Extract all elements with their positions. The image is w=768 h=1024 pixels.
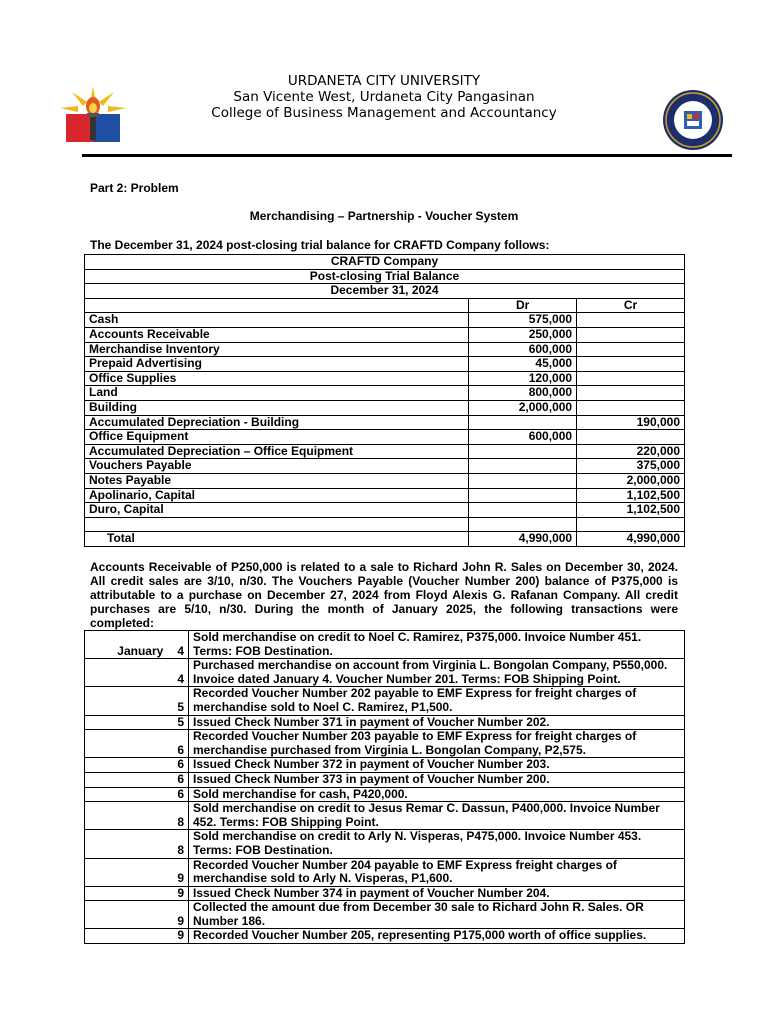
part-title: Part 2: Problem: [90, 181, 179, 195]
tb-cell-dr: [469, 415, 577, 430]
transaction-row: [85, 886, 685, 901]
tb-cell-cr: 220,000: [577, 444, 685, 459]
tb-cell-cr: [577, 357, 685, 372]
transaction-date: [85, 758, 189, 773]
tb-cell-account: Apolinario, Capital: [85, 488, 469, 503]
transaction-day: 5: [177, 699, 184, 714]
transaction-text: Recorded Voucher Number 204 payable to EMF Express freight charges of merchandise sold to Arly N. Visperas, P1,600.: [189, 858, 685, 886]
table-row: [85, 444, 685, 459]
transaction-text: Sold merchandise on credit to Arly N. Visperas, P475,000. Invoice Number 453. Terms: FOB Destination.: [189, 830, 685, 858]
intro-text: The December 31, 2024 post-closing trial balance for CRAFTD Company follows:: [90, 238, 550, 252]
transaction-month: January: [117, 643, 164, 658]
tb-cell-dr: 575,000: [469, 313, 577, 328]
transaction-row: [85, 659, 685, 687]
transaction-date: [85, 687, 189, 715]
tb-cell-cr: [577, 313, 685, 328]
tb-cell-dr: 2,000,000: [469, 400, 577, 415]
transaction-row: [85, 715, 685, 730]
tb-cell-cr: [577, 371, 685, 386]
tb-cell-dr: 600,000: [469, 430, 577, 445]
table-row: [85, 400, 685, 415]
table-row: [85, 488, 685, 503]
transaction-text: Sold merchandise for cash, P420,000.: [189, 787, 685, 802]
tb-cell-account: Accumulated Depreciation - Building: [85, 415, 469, 430]
transaction-text: Purchased merchandise on account from Virginia L. Bongolan Company, P550,000. Invoice dated January 4. Voucher Number 201. Terms: FOB Shipping Point.: [189, 659, 685, 687]
transaction-text: Collected the amount due from December 30 sale to Richard John R. Sales. OR Number 186.: [189, 901, 685, 929]
transaction-date: [85, 802, 189, 830]
tb-cell-account: Duro, Capital: [85, 503, 469, 518]
transaction-day: 8: [177, 814, 184, 829]
transaction-row: [85, 730, 685, 758]
tb-total-label: Total: [85, 532, 469, 547]
tb-header-dr: Dr: [469, 298, 577, 313]
transaction-row: [85, 901, 685, 929]
transaction-day: 6: [177, 742, 184, 757]
tb-cell-dr: [469, 459, 577, 474]
tb-cell-account: Merchandise Inventory: [85, 342, 469, 357]
transaction-day: 6: [177, 757, 184, 772]
tb-cell-account: Office Equipment: [85, 430, 469, 445]
table-row: [85, 313, 685, 328]
transaction-date: [85, 886, 189, 901]
table-row: [85, 503, 685, 518]
university-seal-torch-icon: [58, 84, 128, 146]
problem-subtitle: Merchandising – Partnership - Voucher System: [249, 209, 519, 223]
tb-cell-account: Building: [85, 400, 469, 415]
transaction-day: 9: [177, 913, 184, 928]
transaction-rows: [85, 631, 685, 944]
transaction-text: Issued Check Number 374 in payment of Voucher Number 204.: [189, 886, 685, 901]
tb-cell-cr: 1,102,500: [577, 503, 685, 518]
tb-cell-account: Accounts Receivable: [85, 327, 469, 342]
transaction-row: [85, 772, 685, 787]
table-row: [85, 357, 685, 372]
problem-paragraph: Accounts Receivable of P250,000 is related to a sale to Richard John R. Sales on December 30, 2024. All credit sales are 3/10, n/30. The Vouchers Payable (Voucher Number 200) balance of P375,000 is attributable to a purchase on December 27, 2024 from Floyd Alexis G. Rafanan Company. All credit purchases are 5/10, n/30. During the month of January 2025, the following transactions were completed:: [90, 560, 678, 630]
college-name: College of Business Management and Accountancy: [211, 105, 557, 121]
tb-cell-cr: 2,000,000: [577, 473, 685, 488]
transaction-row: [85, 802, 685, 830]
tb-total-cr: 4,990,000: [577, 532, 685, 547]
transaction-date: [85, 715, 189, 730]
tb-cell-dr: 600,000: [469, 342, 577, 357]
transaction-row: [85, 787, 685, 802]
tb-cell-cr: [577, 430, 685, 445]
transaction-date: [85, 830, 189, 858]
tb-cell-dr: [469, 503, 577, 518]
trial-balance-table: [84, 254, 685, 547]
tb-cell-cr: [577, 327, 685, 342]
transactions-table: [84, 630, 685, 944]
tb-title: Post-closing Trial Balance: [85, 269, 685, 284]
table-row: [85, 430, 685, 445]
tb-cell-cr: [577, 400, 685, 415]
table-row: [85, 386, 685, 401]
transaction-text: Recorded Voucher Number 203 payable to EMF Express for freight charges of merchandise purchased from Virginia L. Bongolan Company, P2,575.: [189, 730, 685, 758]
transaction-date: [85, 659, 189, 687]
university-address: San Vicente West, Urdaneta City Pangasinan: [233, 89, 535, 105]
tb-cell-dr: [469, 473, 577, 488]
table-row: [85, 459, 685, 474]
transaction-text: Sold merchandise on credit to Jesus Remar C. Dassun, P400,000. Invoice Number 452. Terms: FOB Shipping Point.: [189, 802, 685, 830]
table-row: [85, 327, 685, 342]
tb-cell-dr: [469, 444, 577, 459]
table-row: [85, 473, 685, 488]
transaction-text: Recorded Voucher Number 202 payable to EMF Express for freight charges of merchandise sold to Noel C. Ramirez, P1,500.: [189, 687, 685, 715]
transaction-row: [85, 858, 685, 886]
transaction-date: [85, 631, 189, 659]
table-row: [85, 415, 685, 430]
tb-total-dr: 4,990,000: [469, 532, 577, 547]
transaction-row: [85, 929, 685, 944]
transaction-text: Issued Check Number 372 in payment of Voucher Number 203.: [189, 758, 685, 773]
transaction-row: [85, 758, 685, 773]
tb-cell-account: Office Supplies: [85, 371, 469, 386]
college-seal-icon: [657, 89, 729, 151]
tb-rows: [85, 313, 685, 532]
tb-cell-account: Prepaid Advertising: [85, 357, 469, 372]
transaction-day: 9: [177, 871, 184, 886]
transaction-text: Recorded Voucher Number 205, representing P175,000 worth of office supplies.: [189, 929, 685, 944]
tb-cell-dr: [469, 517, 577, 532]
tb-cell-cr: [577, 342, 685, 357]
letterhead: [0, 0, 768, 160]
transaction-text: Issued Check Number 373 in payment of Voucher Number 200.: [189, 772, 685, 787]
tb-cell-dr: 800,000: [469, 386, 577, 401]
tb-cell-dr: 45,000: [469, 357, 577, 372]
transaction-day: 6: [177, 771, 184, 786]
tb-company: CRAFTD Company: [85, 255, 685, 270]
table-row: [85, 342, 685, 357]
transaction-date: [85, 787, 189, 802]
transaction-day: 5: [177, 714, 184, 729]
tb-cell-account: Cash: [85, 313, 469, 328]
tb-date: December 31, 2024: [85, 284, 685, 299]
transaction-day: 9: [177, 928, 184, 943]
transaction-date: [85, 772, 189, 787]
transaction-text: Issued Check Number 371 in payment of Voucher Number 202.: [189, 715, 685, 730]
tb-cell-account: [85, 517, 469, 532]
tb-cell-cr: [577, 517, 685, 532]
tb-cell-account: Land: [85, 386, 469, 401]
tb-cell-cr: 375,000: [577, 459, 685, 474]
tb-cell-account: Accumulated Depreciation – Office Equipment: [85, 444, 469, 459]
table-row: [85, 517, 685, 532]
tb-cell-cr: [577, 386, 685, 401]
tb-cell-cr: 190,000: [577, 415, 685, 430]
university-name: URDANETA CITY UNIVERSITY: [287, 73, 481, 89]
transaction-day: 6: [177, 786, 184, 801]
transaction-day: 9: [177, 885, 184, 900]
tb-header-cr: Cr: [577, 298, 685, 313]
transaction-day: 8: [177, 842, 184, 857]
tb-cell-cr: 1,102,500: [577, 488, 685, 503]
transaction-row: [85, 631, 685, 659]
transaction-date: [85, 730, 189, 758]
tb-cell-dr: [469, 488, 577, 503]
transaction-text: Sold merchandise on credit to Noel C. Ramirez, P375,000. Invoice Number 451. Terms: FOB Destination.: [189, 631, 685, 659]
transaction-day: 4: [177, 643, 184, 658]
transaction-date: [85, 929, 189, 944]
transaction-row: [85, 830, 685, 858]
tb-header-blank: [85, 298, 469, 313]
tb-cell-dr: 120,000: [469, 371, 577, 386]
tb-cell-account: Notes Payable: [85, 473, 469, 488]
table-row: [85, 371, 685, 386]
header-rule: [82, 154, 732, 157]
tb-cell-dr: 250,000: [469, 327, 577, 342]
tb-cell-account: Vouchers Payable: [85, 459, 469, 474]
transaction-date: [85, 858, 189, 886]
transaction-day: 4: [177, 671, 184, 686]
transaction-date: [85, 901, 189, 929]
transaction-row: [85, 687, 685, 715]
